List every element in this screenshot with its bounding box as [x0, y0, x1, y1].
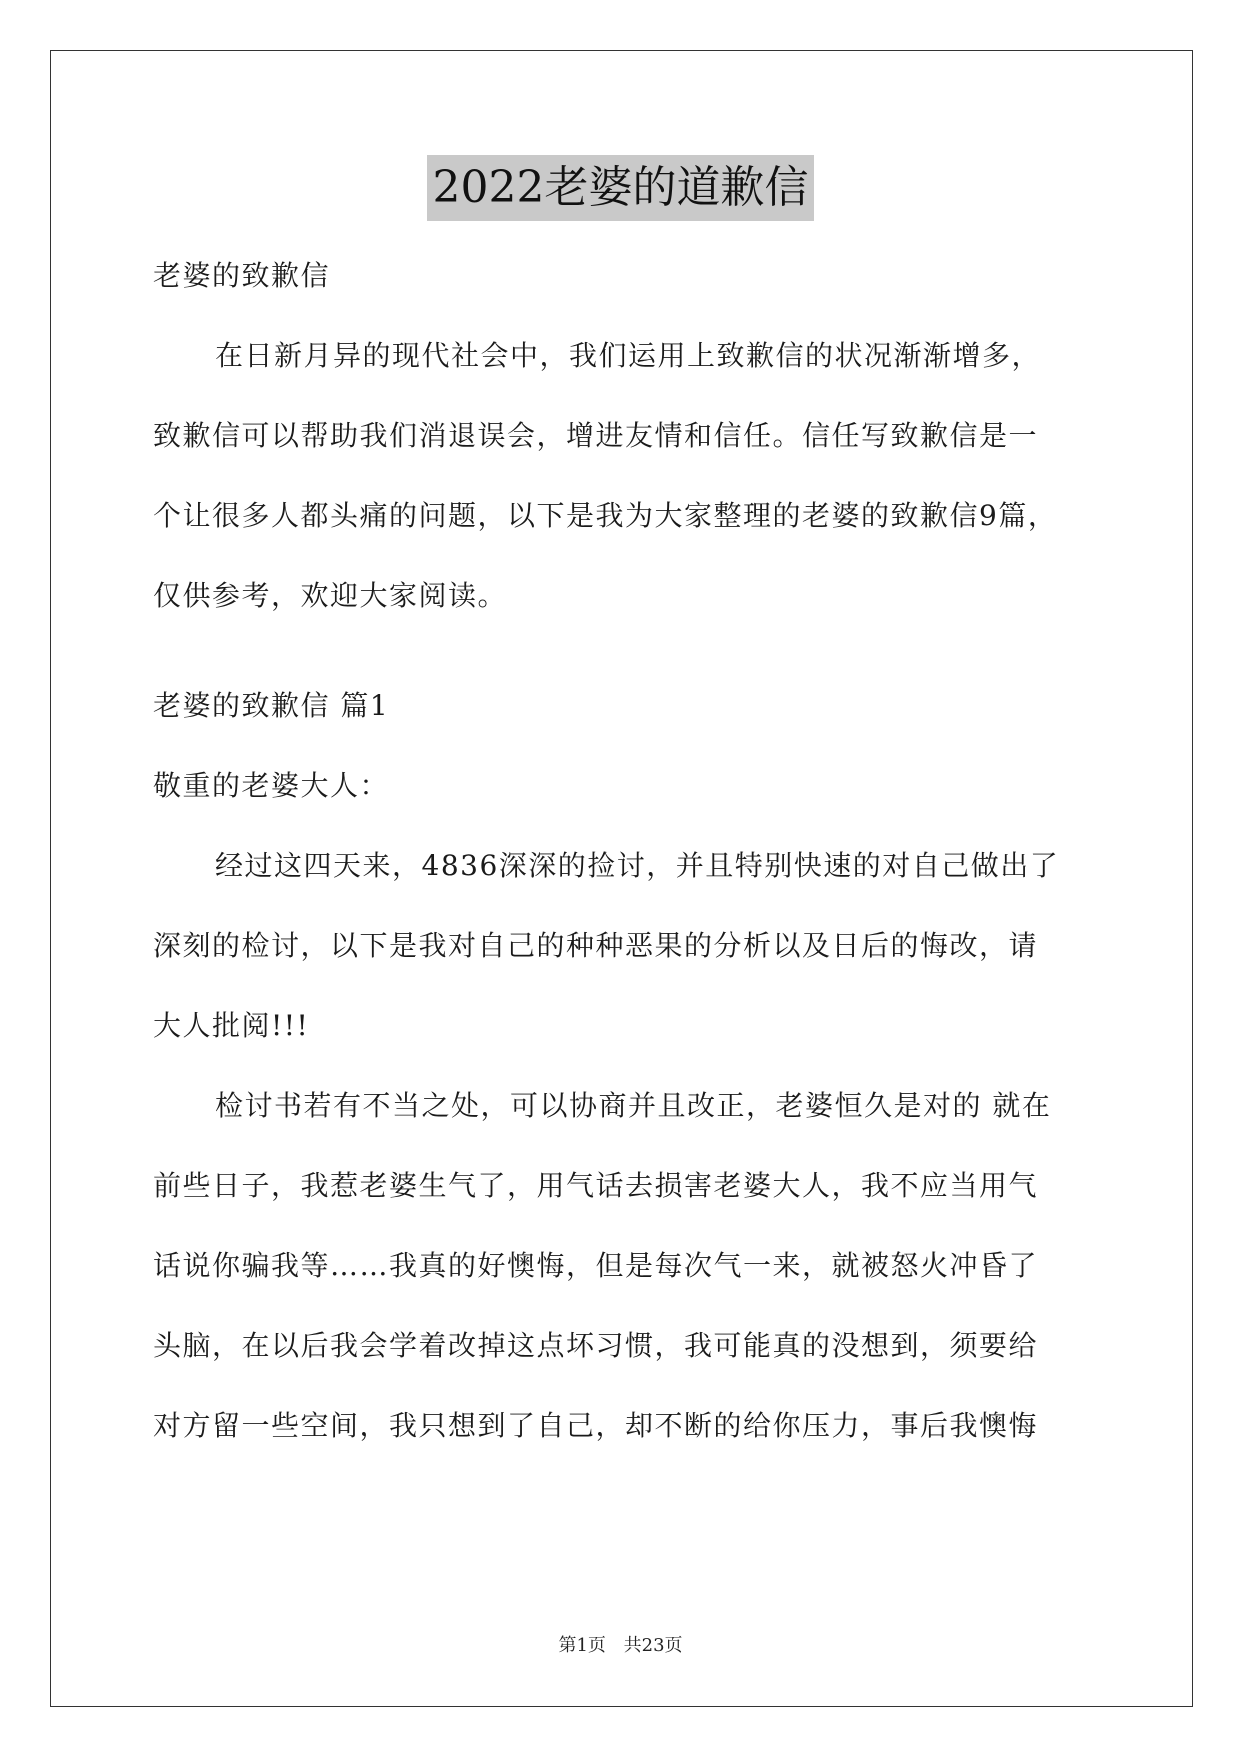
paragraph-line: 前些日子，我惹老婆生气了，用气话去损害老婆大人，我不应当用气: [153, 1169, 1039, 1202]
paragraph-line: 个让很多人都头痛的问题，以下是我为大家整理的老婆的致歉信9篇，: [153, 499, 1058, 532]
salutation: 敬重的老婆大人：: [153, 769, 390, 802]
spacer: [153, 636, 1093, 666]
page-total: 共23页: [623, 1635, 683, 1656]
section-heading: 老婆的致歉信 篇1: [153, 689, 390, 722]
paragraph-line: 对方留一些空间，我只想到了自己，却不断的给你压力，事后我懊悔: [153, 1409, 1039, 1442]
document-title: 2022老婆的道歉信: [427, 155, 815, 221]
paragraph-line: 经过这四天来，4836深深的捡讨，并且特别快速的对自己做出了: [215, 849, 1060, 882]
document-body: [153, 236, 1093, 1466]
paragraph-line: 检讨书若有不当之处，可以协商并且改正，老婆恒久是对的 就在: [215, 1089, 1052, 1122]
page-number: 第1页: [558, 1635, 606, 1656]
paragraph-line: 致歉信可以帮助我们消退误会，增进友情和信任。信任写致歉信是一: [153, 419, 1039, 452]
title-container: [0, 155, 1241, 221]
paragraph-line: 在日新月异的现代社会中，我们运用上致歉信的状况渐渐增多，: [215, 339, 1042, 372]
paragraph-line: 头脑，在以后我会学着改掉这点坏习惯，我可能真的没想到，须要给: [153, 1329, 1039, 1362]
page-footer: [0, 1634, 1241, 1658]
paragraph-line: 仅供参考，欢迎大家阅读。: [153, 579, 508, 612]
paragraph-line: 深刻的检讨，以下是我对自己的种种恶果的分析以及日后的悔改，请: [153, 929, 1039, 962]
paragraph-line: 话说你骗我等……我真的好懊悔，但是每次气一来，就被怒火冲昏了: [153, 1249, 1039, 1282]
paragraph-line: 大人批阅!!!: [153, 1009, 310, 1042]
section-heading: 老婆的致歉信: [153, 259, 331, 292]
